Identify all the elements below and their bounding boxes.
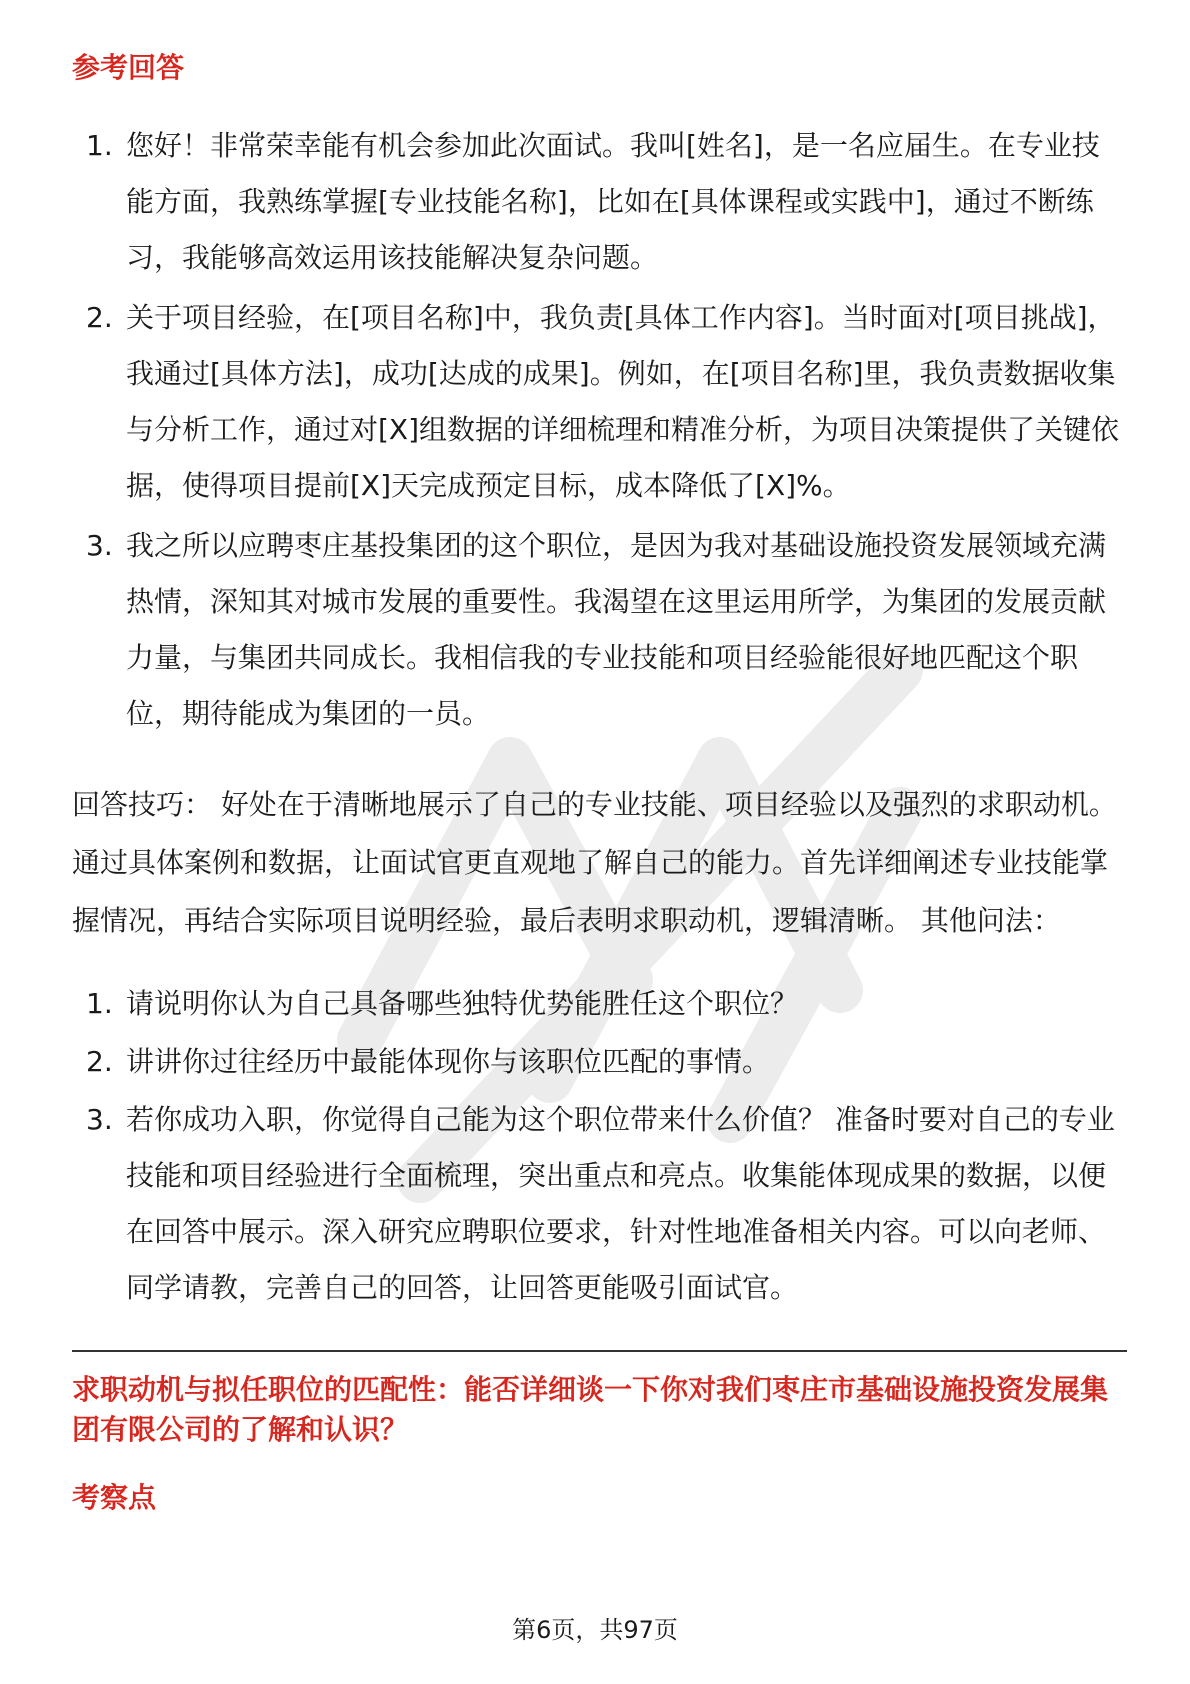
list-number: 2. xyxy=(86,1045,113,1078)
list-number: 1. xyxy=(86,987,113,1020)
list-item xyxy=(72,518,1127,742)
tips-paragraph: 回答技巧： 好处在于清晰地展示了自己的专业技能、项目经验以及强烈的求职动机。通过具体案例和数据，让面试官更直观地了解自己的能力。首先详细阐述专业技能掌握情况，再结合实际项目说明经验，最后表明求职动机，逻辑清晰。 其他问法： xyxy=(72,788,1117,937)
page-footer: 第6页，共97页 xyxy=(512,1616,678,1644)
list-item xyxy=(72,1034,1127,1090)
list-item-text: 您好！非常荣幸能有机会参加此次面试。我叫[姓名]，是一名应届生。在专业技能方面，我熟练掌握[专业技能名称]，比如在[具体课程或实践中]，通过不断练习，我能够高效运用该技能解决复杂问题。 xyxy=(126,129,1100,274)
other-questions-list xyxy=(72,976,1127,1316)
list-item-text: 我之所以应聘枣庄基投集团的这个职位，是因为我对基础设施投资发展领域充满热情，深知其对城市发展的重要性。我渴望在这里运用所学，为集团的发展贡献力量，与集团共同成长。我相信我的专业技能和项目经验能很好地匹配这个职位，期待能成为集团的一员。 xyxy=(126,529,1107,730)
list-number: 2. xyxy=(86,301,113,334)
reference-answer-title: 参考回答 xyxy=(72,51,185,84)
answer-list xyxy=(72,118,1127,742)
list-item-text: 请说明你认为自己具备哪些独特优势能胜任这个职位？ xyxy=(126,987,799,1020)
list-item xyxy=(72,976,1127,1032)
next-question-heading: 求职动机与拟任职位的匹配性：能否详细谈一下你对我们枣庄市基础设施投资发展集团有限公司的了解和认识？ xyxy=(72,1373,1109,1446)
list-item xyxy=(72,1092,1127,1316)
kaochadian-title: 考察点 xyxy=(72,1481,157,1514)
list-number: 3. xyxy=(86,529,113,562)
document-page xyxy=(72,40,1127,1520)
list-number: 1. xyxy=(86,129,113,162)
section-divider xyxy=(72,1350,1127,1352)
list-item xyxy=(72,290,1127,514)
list-item-text: 关于项目经验，在[项目名称]中，我负责[具体工作内容]。当时面对[项目挑战]，我通过[具体方法]，成功[达成的成果]。例如，在[项目名称]里，我负责数据收集与分析工作，通过对[X]组数据的详细梳理和精准分析，为项目决策提供了关键依据，使得项目提前[X]天完成预定目标，成本降低了[X]%。 xyxy=(126,301,1120,502)
list-item-text: 讲讲你过往经历中最能体现你与该职位匹配的事情。 xyxy=(126,1045,771,1078)
list-item xyxy=(72,118,1127,286)
list-item-text: 若你成功入职，你觉得自己能为这个职位带来什么价值？ 准备时要对自己的专业技能和项目经验进行全面梳理，突出重点和亮点。收集能体现成果的数据，以便在回答中展示。深入研究应聘职位要求，针对性地准备相关内容。可以向老师、同学请教，完善自己的回答，让回答更能吸引面试官。 xyxy=(126,1103,1115,1304)
list-number: 3. xyxy=(86,1103,113,1136)
